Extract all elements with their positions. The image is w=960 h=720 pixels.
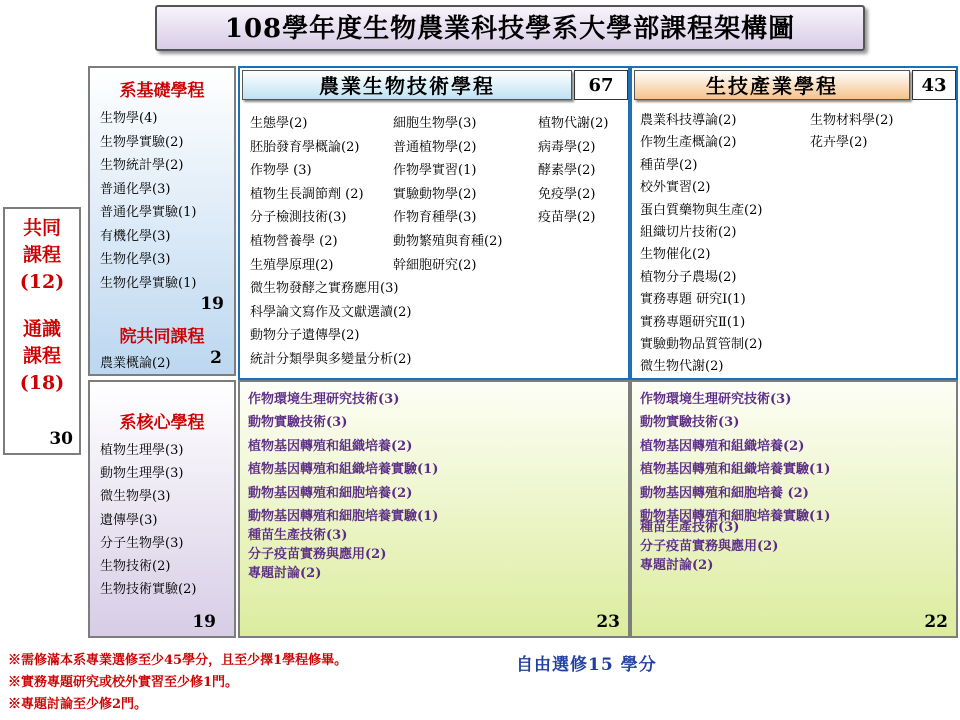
- college-common-header: 院共同課程: [119, 327, 205, 347]
- list-item: 微生物學(3): [100, 489, 171, 505]
- list-item: 分子檢測技術(3): [250, 210, 347, 226]
- list-item: 種苗生產技術(3): [640, 520, 740, 535]
- list-item: 生物化學實驗(1): [100, 275, 197, 291]
- list-item: 植物代謝(2): [538, 116, 609, 131]
- list-item: 植物分子農場(2): [640, 269, 737, 285]
- list-item: 生物材料學(2): [810, 113, 894, 128]
- list-item: 作物環境生理研究技術(3): [640, 392, 792, 407]
- list-item: 生物統計學(2): [100, 158, 184, 173]
- common-credits-1: (12): [19, 271, 65, 293]
- biotech-industry-shared-total: 22: [924, 612, 948, 632]
- list-item: 分子疫苗實務與應用(2): [248, 547, 387, 562]
- list-item: 植物營養學 (2): [250, 233, 338, 249]
- list-item: 酵素學(2): [538, 163, 596, 179]
- agri-bio-upper-box: [238, 66, 630, 380]
- list-item: 動物生理學(3): [100, 466, 184, 482]
- biotech-industry-upper-box: [630, 66, 958, 380]
- list-item: 分子生物學(3): [100, 535, 184, 551]
- dept-core-total: 19: [192, 612, 216, 632]
- list-item: 普通植物學(2): [393, 139, 477, 155]
- list-item: 細胞生物學(3): [393, 116, 477, 131]
- note-2: ※實務專題研究或校外實習至少修1門。: [8, 675, 239, 690]
- list-item: 動物分子遺傳學(2): [250, 328, 360, 344]
- list-item: 遺傳學(3): [100, 512, 158, 528]
- list-item: 實驗動物學(2): [393, 186, 477, 202]
- list-item: 動物實驗技術(3): [640, 415, 740, 431]
- list-item: 實務專題 研究Ⅰ(1): [640, 292, 746, 308]
- note-1: ※需修滿本系專業選修至少45學分，且至少擇1學程修畢。: [8, 653, 348, 668]
- list-item: 統計分類學與多變量分析(2): [250, 351, 412, 367]
- list-item: 微生物代謝(2): [640, 359, 724, 375]
- list-item: 作物育種學(3): [393, 210, 477, 226]
- general-label-2: 課程: [22, 345, 61, 367]
- common-label-1: 共同: [22, 217, 61, 239]
- dept-basic-total: 19: [200, 294, 224, 314]
- list-item: 實驗動物品質管制(2): [640, 337, 763, 353]
- list-item: 幹細胞研究(2): [393, 257, 477, 273]
- agri-bio-header: [242, 70, 572, 100]
- biotech-industry-count: 43: [912, 70, 956, 100]
- list-item: 動物基因轉殖和細胞培養 (2): [640, 485, 809, 501]
- list-item: 科學論文寫作及文獻選讀(2): [250, 304, 412, 320]
- list-item: 作物學 (3): [250, 163, 312, 179]
- list-item: 動物實驗技術(3): [248, 415, 348, 431]
- list-item: 生物化學(3): [100, 252, 171, 267]
- list-item: 有機化學(3): [100, 228, 171, 244]
- agri-bio-shared-total: 23: [596, 612, 620, 632]
- college-common-item: 農業概論(2): [100, 356, 171, 371]
- dept-core-box: [88, 380, 236, 638]
- general-credits: (18): [19, 372, 65, 394]
- common-total: 30: [49, 429, 73, 449]
- college-common-total: 2: [210, 348, 222, 368]
- list-item: 組織切片技術(2): [640, 225, 737, 241]
- page-title: 108學年度生物農業科技學系大學部課程架構圖: [155, 5, 865, 51]
- list-item: 生物學(4): [100, 111, 158, 126]
- list-item: 胚胎發育學概論(2): [250, 139, 360, 155]
- list-item: 生態學(2): [250, 116, 308, 131]
- list-item: 生物催化(2): [640, 247, 711, 263]
- list-item: 植物生理學(3): [100, 443, 184, 458]
- list-item: 植物基因轉殖和組織培養實驗(1): [640, 462, 831, 478]
- list-item: 生物技術實驗(2): [100, 582, 197, 598]
- list-item: 普通化學實驗(1): [100, 205, 197, 220]
- list-item: 種苗學(2): [640, 157, 698, 173]
- dept-basic-box: [88, 66, 236, 376]
- list-item: 病毒學(2): [538, 139, 596, 155]
- list-item: 生物技術(2): [100, 559, 171, 575]
- list-item: 作物生產概論(2): [640, 135, 737, 151]
- list-item: 植物基因轉殖和組織培養實驗(1): [248, 462, 439, 478]
- agri-bio-count: 67: [574, 70, 628, 100]
- list-item: 動物繁殖與育種(2): [393, 233, 503, 249]
- list-item: 生物學實驗(2): [100, 134, 184, 150]
- general-label-1: 通識: [22, 318, 61, 340]
- dept-basic-header: 系基礎學程: [119, 81, 205, 101]
- list-item: 疫苗學(2): [538, 210, 596, 226]
- common-courses-box: [3, 207, 81, 455]
- list-item: 蛋白質藥物與生產(2): [640, 202, 763, 218]
- list-item: 專題討論(2): [640, 558, 714, 573]
- list-item: 動物基因轉殖和細胞培養實驗(1): [248, 509, 439, 525]
- list-item: 普通化學(3): [100, 181, 171, 197]
- list-item: 動物基因轉殖和細胞培養實驗(1): [640, 509, 831, 525]
- list-item: 作物學實習(1): [393, 163, 477, 179]
- list-item: 植物基因轉殖和組織培養(2): [640, 438, 805, 454]
- agri-bio-shared-box: [238, 380, 630, 638]
- list-item: 免疫學(2): [538, 186, 596, 202]
- biotech-industry-header: [634, 70, 910, 100]
- biotech-industry-header-label: 生技產業學程: [706, 74, 838, 98]
- dept-core-header: 系核心學程: [119, 413, 205, 433]
- list-item: 作物環境生理研究技術(3): [248, 392, 400, 407]
- list-item: 農業科技導論(2): [640, 113, 737, 128]
- list-item: 專題討論(2): [248, 566, 322, 581]
- agri-bio-header-label: 農業生物技術學程: [319, 74, 495, 98]
- list-item: 植物基因轉殖和組織培養(2): [248, 438, 413, 454]
- list-item: 校外實習(2): [640, 180, 711, 196]
- notes: [8, 650, 347, 716]
- list-item: 生殖學原理(2): [250, 257, 334, 273]
- list-item: 分子疫苗實務與應用(2): [640, 539, 779, 554]
- list-item: 微生物發酵之實務應用(3): [250, 281, 399, 296]
- common-label-2: 課程: [22, 244, 61, 266]
- list-item: 實務專題研究Ⅱ(1): [640, 314, 746, 330]
- free-elective: 自由選修15 學分: [516, 655, 657, 675]
- note-3: ※專題討論至少修2門。: [8, 697, 148, 712]
- list-item: 動物基因轉殖和細胞培養(2): [248, 485, 413, 501]
- list-item: 花卉學(2): [810, 135, 868, 151]
- biotech-industry-shared-box: [630, 380, 958, 638]
- list-item: 植物生長調節劑 (2): [250, 186, 364, 202]
- list-item: 種苗生產技術(3): [248, 528, 348, 543]
